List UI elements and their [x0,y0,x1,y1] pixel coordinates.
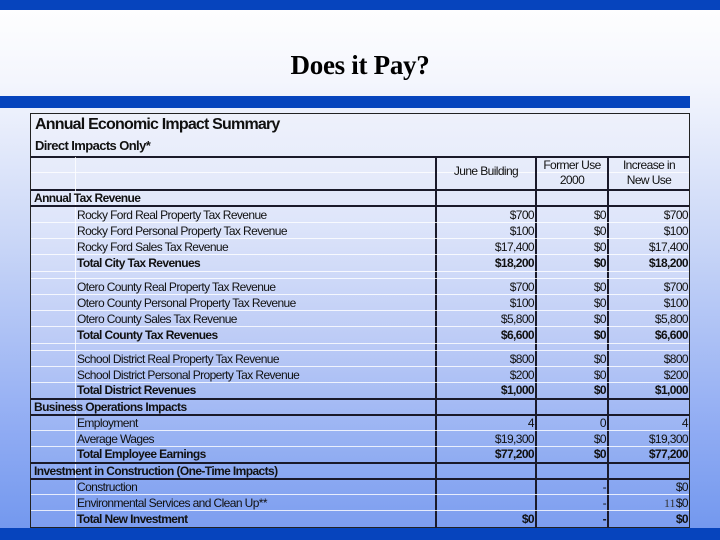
table-row [31,223,689,239]
row-label: Otero County Real Property Tax Revenue [77,280,276,294]
row-label: Total Employee Earnings [77,447,206,461]
slide-title: Does it Pay? [290,50,430,80]
june-building-value: $5,800 [500,312,534,326]
table-row [31,295,689,311]
june-building-value: $700 [509,280,534,294]
row-label: Average Wages [77,432,154,446]
june-building-value: $77,200 [494,447,534,461]
table-row [31,495,689,511]
table-row [31,367,689,383]
row-label: Total New Investment [77,512,188,526]
increase-value: 4 [681,416,688,430]
table-row [31,431,689,447]
former-use-value: $0 [593,280,606,294]
divider [31,271,689,272]
former-use-value: $0 [593,352,606,366]
former-use-value: - [602,512,606,526]
row-label: Business Operations Impacts [34,400,187,414]
former-use-value: $0 [593,296,606,310]
increase-value: $77,200 [648,447,688,461]
june-building-value: $800 [509,352,534,366]
increase-value: $19,300 [648,432,688,446]
former-use-value: $0 [593,328,606,342]
increase-value: $6,600 [654,328,688,342]
row-label: Investment in Construction (One-Time Impacts) [34,464,278,478]
increase-value: $100 [663,296,688,310]
table-row [31,239,689,255]
table-row [31,255,689,271]
june-building-value: $18,200 [494,256,534,270]
table-row [31,190,689,206]
june-building-value: $6,600 [500,328,534,342]
increase-value: $18,200 [648,256,688,270]
row-label: Otero County Personal Property Tax Revenue [77,296,296,310]
page-number: 11 [664,496,676,510]
increase-value: $700 [663,280,688,294]
former-use-value: - [602,480,606,494]
increase-value: $700 [663,208,688,222]
table-row [31,311,689,327]
june-building-value: $19,300 [494,432,534,446]
column-header-line: Former Use [543,158,601,172]
table-subtitle: Direct Impacts Only* [35,138,151,153]
former-use-value: $0 [593,368,606,382]
increase-value: $0 [675,512,688,526]
former-use-value: $0 [593,447,606,461]
increase-value: $0 [675,480,688,494]
table-row [31,511,689,527]
former-use-value: - [602,496,606,510]
row-label: Rocky Ford Personal Property Tax Revenue [77,224,287,238]
former-use-value: $0 [593,208,606,222]
column-header-line: June Building [453,164,519,178]
title-underline-bar [0,96,690,108]
row-label: School District Personal Property Tax Revenue [77,368,300,382]
former-use-value: $0 [593,312,606,326]
table-row [31,463,689,479]
former-use-value: $0 [593,432,606,446]
june-building-value: $100 [509,224,534,238]
increase-value: $0 [675,496,688,510]
table-row [31,446,689,462]
june-building-value: $0 [521,512,534,526]
table-row [31,399,689,415]
former-use-value: $0 [593,383,606,397]
former-use-value: $0 [593,240,606,254]
column-header-line: New Use [626,173,672,187]
june-building-value: $17,400 [494,240,534,254]
table-row [31,382,689,398]
row-label: Environmental Services and Clean Up** [77,496,267,510]
june-building-value: $700 [509,208,534,222]
divider [31,343,689,344]
row-label: Total District Revenues [77,383,196,397]
increase-value: $800 [663,352,688,366]
row-label: Otero County Sales Tax Revenue [77,312,237,326]
increase-value: $200 [663,368,688,382]
row-label: Total County Tax Revenues [77,328,218,342]
column-header-line: Increase in [622,158,676,172]
row-label: Construction [77,480,138,494]
row-label: Total City Tax Revenues [77,256,201,270]
column-header-increase [608,158,690,188]
former-use-value: $0 [593,224,606,238]
table-row [31,479,689,495]
table-row [31,279,689,295]
june-building-value: $100 [509,296,534,310]
row-label: Rocky Ford Real Property Tax Revenue [77,208,267,222]
june-building-value: $200 [509,368,534,382]
bottom-accent-bar [0,528,720,540]
increase-value: $17,400 [648,240,688,254]
increase-value: $5,800 [654,312,688,326]
table-title: Annual Economic Impact Summary [35,116,280,133]
economic-impact-table [30,113,690,528]
june-building-value: 4 [527,416,534,430]
top-accent-bar [0,0,720,10]
increase-value: $1,000 [654,383,688,397]
column-header-june-building [436,164,536,179]
table-row [31,351,689,367]
table-row [31,207,689,223]
former-use-value: 0 [599,416,606,430]
row-label: Annual Tax Revenue [34,191,141,205]
increase-value: $100 [663,224,688,238]
column-header-line: 2000 [559,173,585,187]
former-use-value: $0 [593,256,606,270]
june-building-value: $1,000 [500,383,534,397]
row-label: Rocky Ford Sales Tax Revenue [77,240,229,254]
table-row [31,327,689,343]
table-row [31,415,689,431]
column-header-former-use [536,158,608,188]
row-label: School District Real Property Tax Revenue [77,352,279,366]
row-label: Employment [77,416,138,430]
